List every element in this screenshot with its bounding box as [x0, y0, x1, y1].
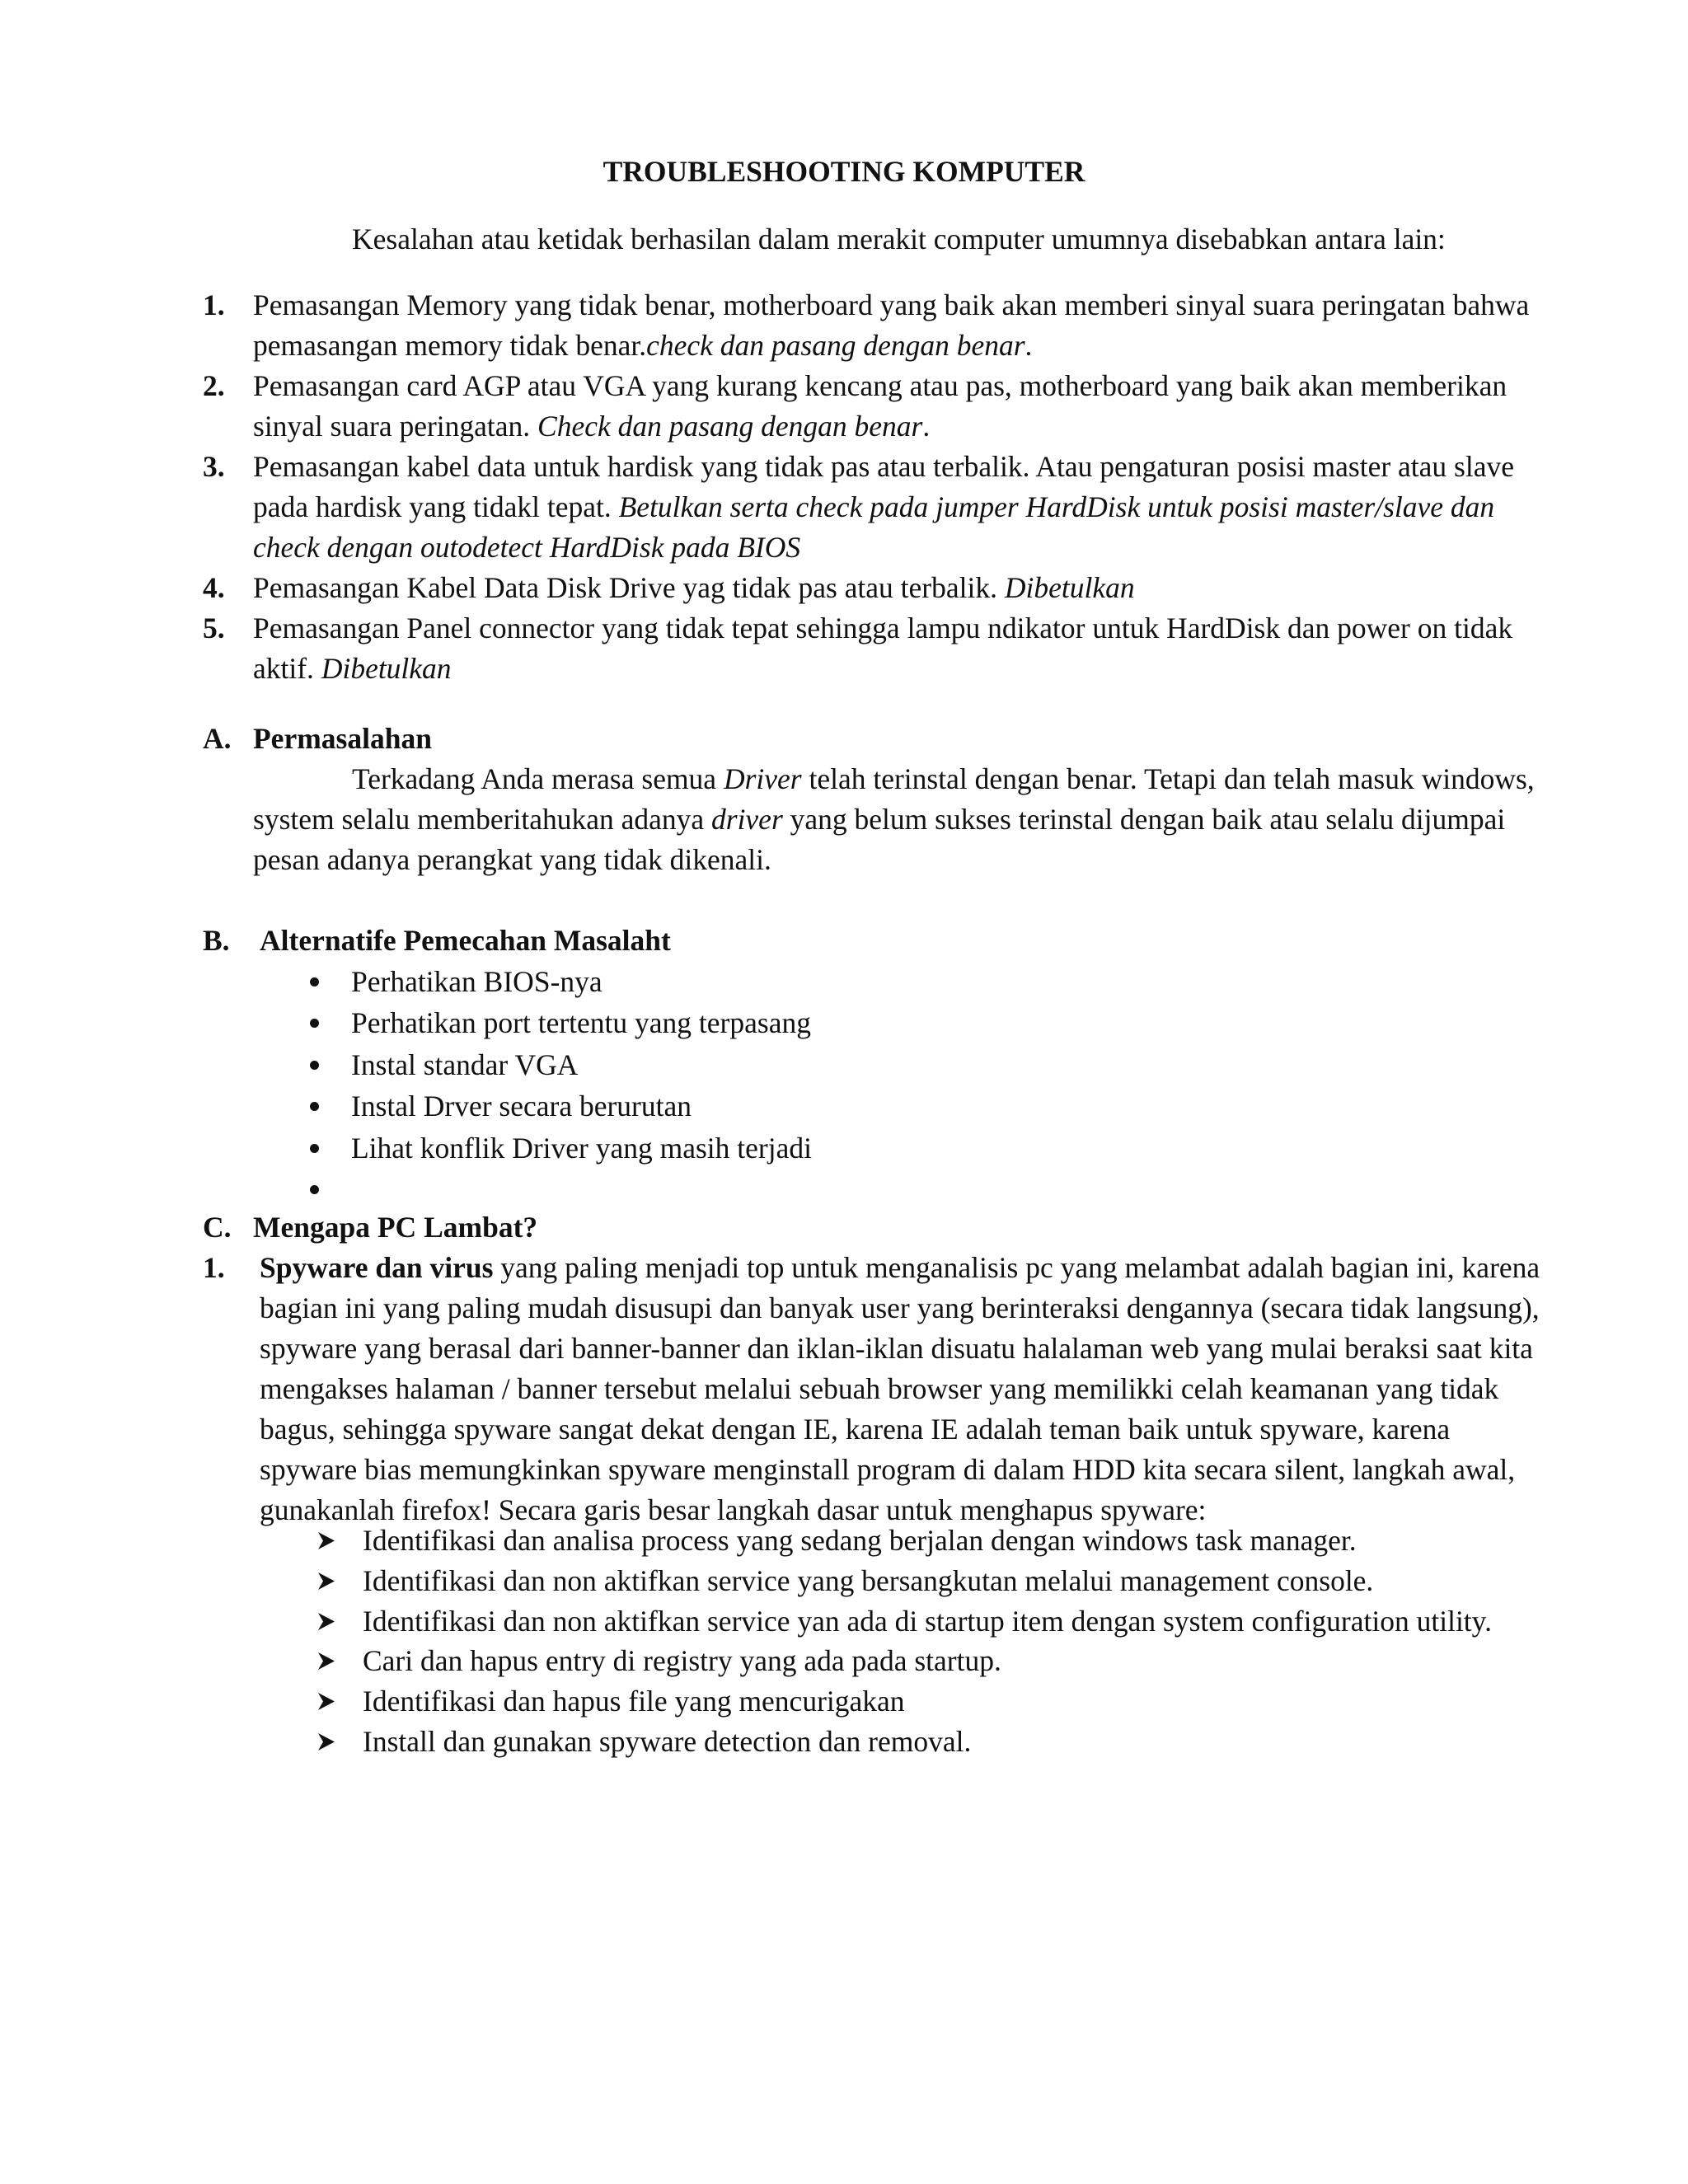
list-item-text: Pemasangan Memory yang tidak benar, motherboard yang baik akan memberi sinyal suara peringatan bahwa pemasangan memory tidak benar. — [253, 288, 1530, 362]
list-item-keyword: Spyware dan virus — [260, 1251, 494, 1284]
list-item-text: Pemasangan card AGP atau VGA yang kurang kencang atau pas, motherboard yang baik akan memberikan sinyal suara peringatan. — [253, 369, 1507, 443]
section-letter: C. — [203, 1211, 232, 1244]
reasons-list — [203, 1248, 1554, 1530]
list-item — [310, 1044, 812, 1085]
section-a-heading — [203, 719, 432, 759]
list-item-text: Pemasangan kabel data untuk hardisk yang tidak pas atau terbalik. Atau pengaturan posisi master atau slave pada hardisk yang tidakl tepat. — [253, 450, 1514, 523]
list-item — [316, 1601, 1492, 1642]
list-item — [203, 1248, 1554, 1530]
list-item-text: Instal Drver secara berurutan — [351, 1090, 692, 1123]
list-item — [310, 1169, 812, 1210]
list-item — [316, 1681, 1492, 1722]
list-item — [203, 608, 1554, 689]
intro-paragraph: Kesalahan atau ketidak berhasilan dalam merakit computer umumnya disebabkan antara lain: — [352, 223, 1446, 255]
list-number: 3. — [203, 450, 225, 483]
section-a-paragraph — [253, 759, 1539, 880]
section-letter: B. — [203, 924, 230, 957]
list-number: 1. — [203, 1251, 225, 1284]
arrow-bullet-icon — [316, 1561, 337, 1601]
list-item — [203, 285, 1554, 366]
list-number: 5. — [203, 612, 225, 644]
section-title: Alternatife Pemecahan Masalaht — [260, 924, 671, 957]
spyware-steps-list — [316, 1521, 1492, 1762]
list-item-text: Install dan gunakan spyware detection dan removal. — [363, 1724, 972, 1758]
section-c-heading — [203, 1207, 537, 1248]
list-item-remedy: Check dan pasang dengan benar — [537, 410, 923, 443]
paragraph-text: telah terinstal dengan benar. Tetapi dan telah masuk windows, system selalu memberitahukan adanya — [253, 762, 1535, 836]
causes-list — [203, 285, 1554, 689]
paragraph-italic: Driver — [723, 762, 802, 795]
bullet-icon — [310, 977, 319, 987]
list-item-text: yang paling menjadi top untuk menganalisis pc yang melambat adalah bagian ini, karena bagian ini yang paling mudah disusupi dan banyak user yang berinteraksi dengannya (secara tidak langsung), spyware yang berasal dari banner-banner dan iklan-iklan disuatu halalaman web yang mulai beraksi saat kita mengakses halaman / banner tersebut melalui sebuah browser yang memilikki celah keamanan yang tidak bagus, sehingga spyware sangat dekat dengan IE, karena IE adalah teman baik untuk spyware, karena spyware bias memungkinkan spyware menginstall program di dalam HDD kita secara silent, langkah awal, gunakanlah firefox! Secara garis besar langkah dasar untuk menghapus spyware: — [260, 1251, 1540, 1526]
arrow-bullet-icon — [316, 1681, 337, 1722]
list-item-text: Identifikasi dan non aktifkan service yan ada di startup item dengan system configuration utility. — [363, 1604, 1492, 1638]
arrow-bullet-icon — [316, 1521, 337, 1561]
list-item-remedy: Betulkan serta check pada jumper HardDisk untuk posisi master/slave dan check dengan outodetect HardDisk pada BIOS — [253, 490, 1495, 564]
list-item-text: Perhatikan BIOS-nya — [351, 965, 603, 998]
list-number: 2. — [203, 369, 225, 402]
list-number: 4. — [203, 571, 225, 604]
list-item — [310, 1085, 812, 1127]
arrow-bullet-icon — [316, 1641, 337, 1681]
section-letter: A. — [203, 722, 232, 755]
bullet-icon — [310, 1185, 319, 1194]
list-item-text: Cari dan hapus entry di registry yang ada pada startup. — [363, 1644, 1001, 1678]
section-title: Permasalahan — [253, 722, 432, 755]
list-item — [203, 568, 1554, 608]
list-item-text: Identifikasi dan analisa process yang sedang berjalan dengan windows task manager. — [363, 1524, 1357, 1557]
arrow-bullet-icon — [316, 1601, 337, 1642]
list-item — [203, 447, 1554, 568]
list-item-text: Pemasangan Kabel Data Disk Drive yag tidak pas atau terbalik. — [253, 571, 1005, 604]
bullet-icon — [310, 1061, 319, 1070]
alternatives-list — [310, 961, 812, 1210]
list-item — [310, 961, 812, 1002]
paragraph-italic: driver — [711, 803, 783, 836]
paragraph-text: Terkadang Anda merasa semua — [352, 762, 724, 795]
list-number: 1. — [203, 288, 225, 321]
bullet-icon — [310, 1019, 319, 1028]
list-item-remedy: Dibetulkan — [1004, 571, 1135, 604]
list-item-text: Perhatikan port tertentu yang terpasang — [351, 1006, 811, 1040]
list-item — [310, 1127, 812, 1169]
list-item-text: Instal standar VGA — [351, 1047, 579, 1081]
list-item — [316, 1561, 1492, 1601]
list-item-remedy: Dibetulkan — [321, 652, 452, 685]
list-item-text: Identifikasi dan hapus file yang mencurigakan — [363, 1685, 905, 1718]
list-item-remedy: check dan pasang dengan benar — [646, 329, 1025, 362]
list-item — [310, 1002, 812, 1043]
bullet-icon — [310, 1102, 319, 1111]
list-item — [316, 1641, 1492, 1681]
list-item-text: Pemasangan Panel connector yang tidak tepat sehingga lampu ndikator untuk HardDisk dan power on tidak aktif. — [253, 612, 1513, 685]
section-b-heading — [203, 921, 671, 961]
list-item — [316, 1722, 1492, 1762]
list-item — [316, 1521, 1492, 1561]
list-item-suffix: . — [922, 410, 931, 443]
paragraph-text: yang belum sukses terinstal dengan baik atau selalu dijumpai pesan adanya perangkat yang tidak dikenali. — [253, 803, 1506, 876]
list-item-text: Lihat konflik Driver yang masih terjadi — [351, 1131, 812, 1165]
list-item-text: Identifikasi dan non aktifkan service yang bersangkutan melalui management console. — [363, 1563, 1374, 1597]
list-item — [203, 366, 1554, 447]
section-title: Mengapa PC Lambat? — [253, 1211, 538, 1244]
bullet-icon — [310, 1144, 319, 1153]
page-title: TROUBLESHOOTING KOMPUTER — [603, 155, 1085, 188]
arrow-bullet-icon — [316, 1722, 337, 1762]
list-item-suffix: . — [1025, 329, 1033, 362]
